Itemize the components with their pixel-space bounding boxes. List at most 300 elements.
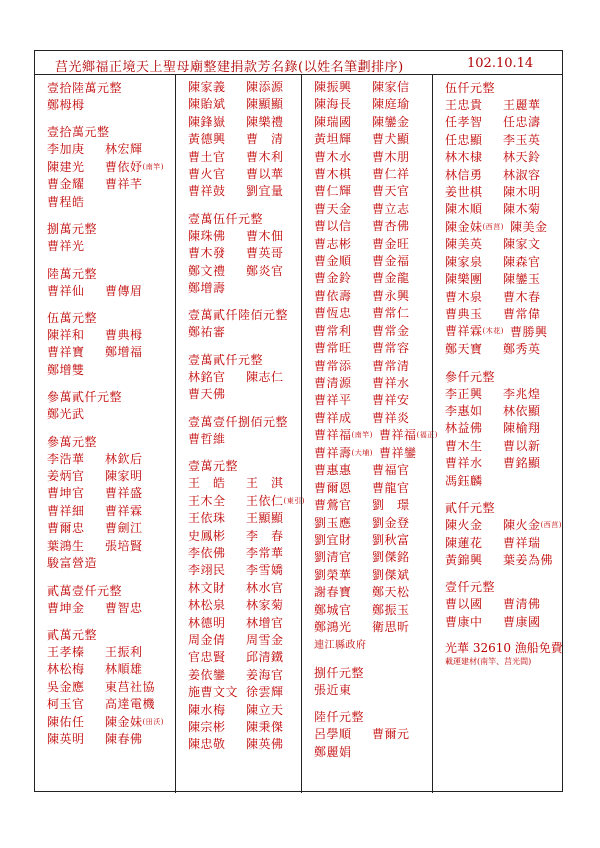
donor-row [188, 510, 301, 527]
donor-row [314, 427, 438, 445]
donor-row [314, 236, 432, 253]
donor-row [314, 131, 432, 148]
donor-name: 曹祥福(福正) [378, 428, 438, 443]
donor-row [445, 289, 564, 306]
donor-note: (西莒) [482, 222, 504, 231]
donor-row [314, 726, 432, 743]
donation-section [188, 351, 301, 404]
column-1 [35, 75, 176, 793]
donor-name: 曹天金 [314, 201, 352, 216]
donor-name: 姜炳官 [47, 469, 85, 484]
donor-name: 陳榆翔 [503, 421, 541, 436]
donor-row [445, 132, 564, 149]
donor-row [445, 306, 564, 323]
donor-name: 施曹文文 [188, 685, 239, 700]
donor-row [314, 549, 432, 566]
donor-name: 曹木春 [503, 289, 541, 304]
donor-name: 吳金應 [47, 679, 85, 694]
donor-row [188, 702, 301, 719]
donor-name: 曹犬顯 [372, 132, 410, 147]
donor-name: 林天鈴 [503, 150, 541, 165]
donor-name: 史鳳彬 [188, 528, 226, 543]
donor-name: 曹福官 [372, 463, 410, 478]
donor-name: 曹祥霖(木花) [445, 324, 504, 339]
donor-name: 鄭振玉 [372, 602, 410, 617]
donation-amount-heading: 捌仟元整 [314, 665, 365, 680]
donor-name: 曹康中 [445, 614, 483, 629]
donor-row [188, 545, 301, 562]
donor-row [188, 131, 301, 148]
donor-row [188, 183, 301, 200]
donor-name: 曹祥安 [372, 393, 410, 408]
donor-row [314, 462, 432, 479]
donor-name: 曹金順 [314, 254, 352, 269]
donor-name: 劉宜量 [246, 184, 284, 199]
donor-name: 鄭增壽 [188, 281, 226, 296]
donor-name: 駿富營造 [47, 556, 98, 571]
donor-name: 陳海長 [314, 97, 352, 112]
donor-name: 鄭麗娟 [314, 744, 352, 759]
donor-name: 曹常旺 [314, 341, 352, 356]
donor-name: 曹天佛 [188, 387, 226, 402]
donor-name: 王忠貴 [445, 98, 483, 112]
donor-name: 曹木發 [188, 246, 226, 261]
donation-section [47, 309, 175, 379]
donor-name: 曹依妤(南竿) [105, 160, 164, 175]
column-3 [302, 75, 438, 793]
donor-row [188, 615, 301, 632]
donor-name: 王依仁(東引) [246, 493, 305, 508]
donation-section [445, 79, 564, 359]
donor-name: 陳木菊 [503, 202, 541, 217]
donation-section [188, 210, 301, 298]
donor-row [188, 562, 301, 579]
donor-row [47, 731, 175, 748]
donor-name: 陳美金 [509, 220, 548, 235]
donation-section [188, 413, 301, 448]
list-date: 102.10.14 [467, 56, 534, 71]
donor-name: 周雪金 [246, 632, 284, 647]
donor-row [445, 614, 564, 631]
donor-name: 曹坤金 [47, 600, 85, 615]
donor-row [445, 438, 564, 455]
donor-name: 劉清官 [314, 550, 352, 565]
donation-section [445, 499, 564, 569]
donor-name: 曹杏佛 [372, 219, 410, 234]
donor-name: 李惠如 [445, 403, 483, 418]
donor-row [314, 392, 432, 409]
donor-name: 劉傑斌 [372, 567, 410, 582]
donation-amount-heading: 壹拾萬元整 [47, 125, 110, 140]
donor-row [314, 410, 432, 427]
donor-name: 衛思昕 [372, 620, 410, 634]
donor-row [314, 149, 432, 166]
donor-name: 曹祥光 [47, 239, 85, 254]
donor-name: 曹智忠 [105, 600, 143, 615]
donor-name: 陳火金(西莒) [503, 518, 562, 533]
donor-row [445, 552, 564, 569]
donor-name: 林益佛 [445, 421, 483, 436]
donor-name: 曹勝興 [509, 324, 548, 339]
donor-name: 葉鴻生 [47, 538, 85, 553]
donation-amount-heading: 陸仟元整 [314, 710, 365, 725]
donor-name: 劉秋富 [372, 532, 410, 547]
donor-name: 李 春 [246, 528, 284, 543]
donor-row [188, 493, 305, 511]
donor-row [445, 271, 564, 288]
donation-amount-heading: 貳萬元整 [47, 627, 98, 642]
donor-note: (大埔) [351, 448, 373, 457]
donor-name: 陳添源 [246, 80, 284, 94]
donor-name: 李雪嬌 [246, 563, 284, 578]
donor-name: 陳家文 [503, 237, 541, 252]
donor-name: 陳宗彬 [188, 719, 226, 734]
donor-name: 連江縣政府 [314, 640, 367, 652]
donor-name: 陳鋒嶽 [188, 114, 226, 129]
donor-row [188, 649, 301, 666]
donor-row [314, 340, 432, 357]
donor-name: 曹木利 [246, 149, 284, 164]
donor-row [445, 219, 564, 237]
donor-row [445, 403, 564, 420]
donor-row [314, 584, 432, 601]
donor-name: 曹依壽 [314, 288, 352, 303]
donation-section [47, 433, 175, 573]
donor-name: 曹 清 [246, 132, 284, 147]
donor-row [188, 324, 301, 341]
donor-name: 鄭祐審 [188, 325, 226, 340]
donation-amount-heading: 貳萬壹仟元整 [47, 583, 123, 598]
donor-name: 曹祥霖 [105, 503, 143, 518]
donor-name: 曹木水 [314, 149, 352, 164]
donor-name: 曹英哥 [246, 246, 284, 261]
donor-name: 劉榮華 [314, 567, 352, 582]
donor-row [314, 480, 432, 497]
donor-name: 姜海官 [246, 667, 284, 682]
donation-section [47, 388, 175, 423]
donor-name: 鄭天寶 [445, 342, 483, 357]
donor-name: 林淑容 [503, 167, 541, 182]
donor-row [47, 141, 175, 158]
donor-list-table [34, 50, 563, 792]
donor-row [445, 184, 564, 201]
donor-name: 曹常利 [314, 323, 352, 338]
donor-row [47, 714, 175, 732]
donor-name: 劉傑銘 [372, 550, 410, 565]
donor-row [47, 159, 175, 177]
donor-row [445, 236, 564, 253]
donor-name: 鄭光武 [47, 407, 85, 422]
donor-name: 曹祥水 [372, 375, 410, 390]
donor-name: 陳家信 [372, 80, 410, 94]
donation-section [47, 79, 175, 114]
donor-name: 林松梅 [47, 662, 85, 677]
donor-name: 葉姜為佛 [503, 552, 554, 567]
donor-name: 陳鑾玉 [503, 272, 541, 287]
donor-row [188, 386, 301, 403]
donor-name: 曹典玉 [445, 307, 483, 322]
donor-row [314, 201, 432, 218]
donor-name: 劉金登 [372, 515, 410, 530]
donor-name: 陳貽斌 [188, 97, 226, 112]
donor-row [314, 532, 432, 549]
donor-row [188, 597, 301, 614]
donation-section [188, 306, 301, 341]
donor-name: 曹祥壽(大埔) [314, 445, 373, 460]
donor-name: 陳美英 [445, 237, 483, 252]
donor-name: 林信勇 [445, 167, 483, 182]
donor-name: 曹祥瑞 [503, 535, 541, 550]
donor-name: 曹土官 [188, 149, 226, 164]
donor-row [314, 253, 432, 270]
donor-name: 陳佑任 [47, 714, 85, 729]
donor-name: 陳瑞國 [314, 114, 352, 129]
donor-name: 陳祥和 [47, 328, 85, 343]
donor-name: 曹程皓 [47, 194, 85, 209]
donor-note: (田沃) [142, 717, 164, 726]
donor-name: 李常華 [246, 545, 284, 560]
donor-name: 曹祥鼓 [188, 184, 226, 199]
donor-row [314, 218, 432, 235]
donor-row [47, 520, 175, 537]
donor-row [314, 114, 432, 131]
donor-row [188, 79, 301, 96]
donor-row [47, 362, 175, 379]
donor-name: 王木全 [188, 493, 226, 508]
donor-name: 陳鑾金 [372, 114, 410, 129]
donor-name: 李依佛 [188, 545, 226, 560]
donor-name: 陳森官 [503, 254, 541, 269]
donor-name: 官忠賢 [188, 650, 226, 665]
donor-row [188, 369, 301, 386]
donor-row [188, 149, 301, 166]
donor-note: (南竿) [142, 162, 164, 171]
donor-row [188, 245, 301, 262]
donor-name: 陳樂團 [445, 272, 483, 287]
donation-section [47, 265, 175, 300]
donor-name: 曹劍江 [105, 521, 143, 536]
donor-row [47, 538, 175, 555]
donor-name: 曹金福 [372, 254, 410, 269]
donation-amount-heading: 參仟元整 [445, 369, 496, 384]
donor-name: 鄭增福 [105, 345, 143, 360]
donor-name: 林依顯 [503, 403, 541, 418]
donor-row [314, 79, 432, 96]
donation-amount-heading: 壹萬貳仟陸佰元整 [188, 308, 289, 323]
donor-name: 曹木佃 [246, 228, 284, 243]
donor-name: 曹常偉 [503, 307, 541, 322]
donor-row [314, 166, 432, 183]
donor-row [445, 167, 564, 184]
donor-row [445, 97, 564, 114]
donor-row [47, 238, 175, 255]
donor-name: 曹典栂 [105, 328, 143, 343]
donor-name: 鄭天松 [372, 585, 410, 600]
donor-name: 曹爾元 [372, 727, 410, 742]
donor-name: 曹坤官 [47, 486, 85, 501]
donation-section [47, 582, 175, 617]
donor-name: 曹銘顯 [503, 456, 541, 471]
donor-row [445, 535, 564, 552]
donor-name: 黃坦輝 [314, 132, 352, 147]
donor-row [445, 473, 564, 490]
donor-name: 曹以信 [314, 219, 352, 234]
donor-row [188, 632, 301, 649]
donor-row [47, 600, 175, 617]
donor-name: 曹惠惠 [314, 463, 352, 478]
donor-row [314, 183, 432, 200]
donor-name: 曹常金 [372, 323, 410, 338]
donor-name: 曹火官 [188, 167, 226, 182]
donor-row [188, 96, 301, 113]
donor-name: 曹爾忠 [47, 521, 85, 536]
donor-name: 李加庚 [47, 142, 85, 157]
donor-row [188, 528, 301, 545]
donor-row [314, 619, 432, 636]
donor-row [188, 736, 301, 753]
donor-name: 李翊民 [188, 563, 226, 578]
donation-section [445, 578, 564, 631]
donor-row [445, 420, 564, 437]
donation-section [188, 79, 301, 201]
donor-name: 曹祥仙 [47, 283, 85, 298]
donor-name: 鄭炎官 [246, 263, 284, 278]
donor-row [314, 270, 432, 287]
donation-amount-heading: 捌萬元整 [47, 222, 98, 237]
donor-name: 呂學順 [314, 727, 352, 742]
donor-name: 曹清佛 [503, 597, 541, 612]
donor-row [188, 263, 301, 280]
donor-row [314, 445, 432, 463]
donor-name: 陳火金 [445, 518, 483, 533]
donor-name: 林松泉 [188, 598, 226, 613]
donor-name: 曹仁祥 [372, 167, 410, 182]
donor-name: 東莒社協 [105, 679, 156, 694]
donor-name: 曹鶯官 [314, 498, 352, 513]
donor-row [314, 636, 432, 654]
donor-name: 曹常容 [372, 341, 410, 356]
donor-name: 陳振興 [314, 80, 352, 94]
donor-name: 黃錦興 [445, 552, 483, 567]
donor-name: 李浩華 [47, 451, 85, 466]
donor-name: 高達電機 [105, 697, 156, 712]
donation-section [314, 79, 438, 655]
donor-note: (西莒) [540, 520, 562, 529]
donation-section [445, 368, 564, 490]
header-row [35, 51, 562, 75]
donation-amount-heading: 壹拾陸萬元整 [47, 81, 123, 95]
donor-name: 陳秉傑 [246, 719, 284, 734]
donor-name: 柯玉官 [47, 697, 85, 712]
donor-name: 曹康國 [503, 614, 541, 629]
donor-name: 曹木泉 [445, 289, 483, 304]
donor-name: 曹金耀 [47, 177, 85, 192]
donor-name: 曹天官 [372, 184, 410, 199]
donor-row [47, 503, 175, 520]
donor-name: 曹金旺 [372, 236, 410, 251]
donation-amount-heading: 參萬元整 [47, 434, 98, 449]
donor-row [445, 114, 564, 131]
donor-row [188, 475, 301, 492]
donor-row [47, 344, 175, 361]
donor-row [314, 602, 432, 619]
donor-row [188, 228, 301, 245]
donor-name: 曹哲維 [188, 431, 226, 446]
donor-name: 林文財 [188, 580, 226, 595]
donor-name: 曹常仁 [372, 306, 410, 321]
donor-name: 曹常添 [314, 358, 352, 373]
donor-name: 林水官 [246, 580, 284, 595]
donor-name: 曹祥炎 [372, 410, 410, 425]
donor-name: 曹常清 [372, 358, 410, 373]
donor-name: 曹恆忠 [314, 306, 352, 321]
donor-name: 曹以華 [246, 167, 284, 182]
donor-row [314, 744, 432, 761]
ship-note-sub: 載運建材(南竿、莒光間) [445, 657, 532, 667]
donor-row [314, 375, 432, 392]
donor-name: 曹立志 [372, 201, 410, 216]
donor-row [47, 696, 175, 713]
donor-name: 鄭城官 [314, 602, 352, 617]
donation-amount-heading: 壹仟元整 [445, 580, 496, 595]
donor-name: 李玉英 [503, 132, 541, 147]
donor-name: 陳樂禮 [246, 114, 284, 129]
donor-row [314, 567, 432, 584]
donor-name: 謝春寶 [314, 585, 352, 600]
donor-row [188, 431, 301, 448]
donor-name: 林增官 [246, 615, 284, 630]
donor-name: 林德明 [188, 615, 226, 630]
donor-row [314, 358, 432, 375]
donor-row [188, 280, 301, 297]
donor-name: 陳庭瑜 [372, 97, 410, 112]
donor-name: 曹祥福(南竿) [314, 428, 373, 443]
donor-name: 曹木朋 [372, 149, 410, 164]
donor-row [314, 515, 432, 532]
donation-amount-heading: 壹萬壹仟捌佰元整 [188, 414, 289, 429]
donor-name: 陳金妹(田沃) [105, 714, 164, 729]
donor-name: 劉宜財 [314, 532, 352, 547]
donation-section [188, 457, 305, 754]
donor-name: 曹傳眉 [105, 283, 143, 298]
donor-name: 曹祥細 [47, 503, 85, 518]
donor-row [47, 468, 175, 485]
donor-name: 曹祥盛 [105, 486, 143, 501]
donor-name: 鄭文禮 [188, 263, 226, 278]
donor-name: 陳家泉 [445, 254, 483, 269]
donor-name: 姜依鑾 [188, 667, 226, 682]
donor-name: 陳英佛 [246, 737, 284, 752]
donor-name: 陳木明 [503, 185, 541, 200]
donor-name: 陳志仁 [246, 369, 284, 384]
donor-name: 曹木棋 [314, 167, 352, 182]
donor-name: 王振利 [105, 644, 143, 659]
donor-row [188, 580, 301, 597]
donation-section [47, 626, 175, 749]
donation-amount-heading: 參萬貳仟元整 [47, 390, 123, 405]
donor-name: 林銘官 [188, 369, 226, 384]
donor-name: 李正興 [445, 386, 483, 401]
donor-name: 曹永興 [372, 288, 410, 303]
donor-name: 黃德興 [188, 132, 226, 147]
donor-name: 陳珠佛 [188, 228, 226, 243]
donor-name: 曹祥水 [445, 456, 483, 471]
column-2 [176, 75, 305, 793]
donor-name: 曹祥成 [314, 410, 352, 425]
donor-row [47, 485, 175, 502]
donor-name: 曹龍官 [372, 480, 410, 495]
page-title: 莒光鄉福正境天上聖母廟整建捐款芳名錄(以姓名筆劃排序) [55, 60, 404, 75]
